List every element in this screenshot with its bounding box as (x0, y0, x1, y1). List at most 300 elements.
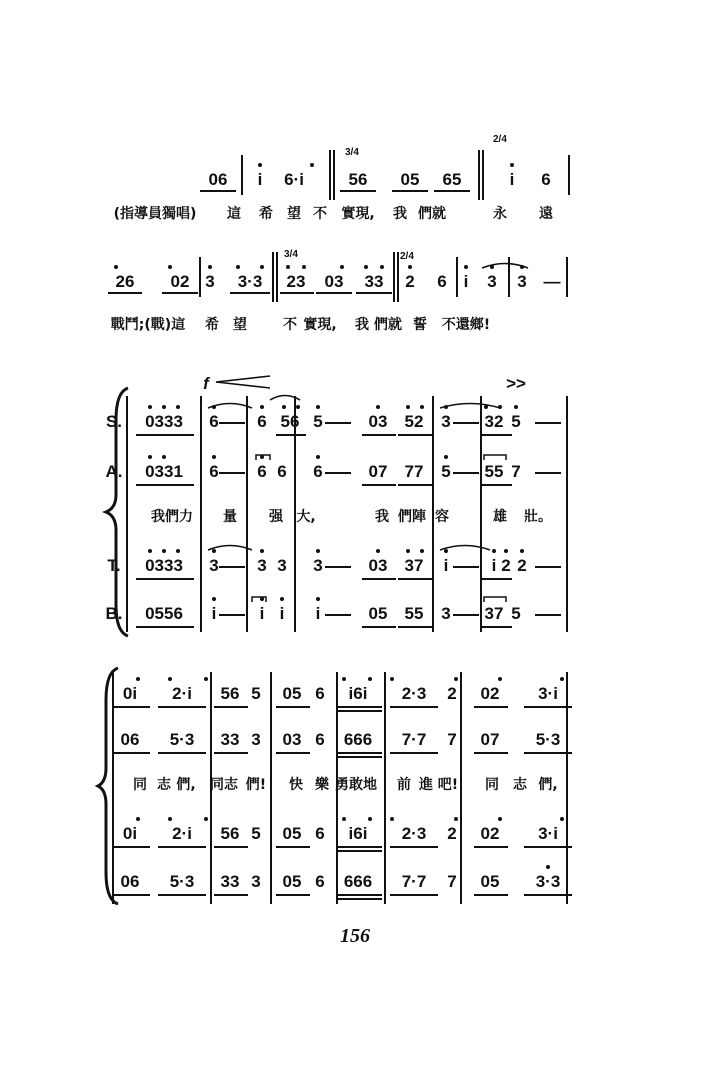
beam-underline (158, 846, 206, 848)
octave-dot (204, 817, 208, 821)
octave-dot (162, 549, 166, 553)
lyric-syllable: 同志 (210, 777, 238, 793)
octave-dot (148, 549, 152, 553)
alto-note: 6 (313, 462, 323, 481)
beam-underline (474, 706, 508, 708)
beam-underline (524, 846, 572, 848)
bass-note: 55 (404, 604, 424, 623)
sustain-dash (453, 566, 479, 568)
lyric-syllable: 不 (283, 317, 297, 333)
note-group: 06 (120, 872, 140, 891)
lyric-syllable: 遠 (539, 206, 553, 222)
tenor-note: 3 (257, 556, 267, 575)
beam-underline (114, 846, 150, 848)
beam-underline (158, 752, 206, 754)
beam-underline (338, 898, 382, 900)
note-group: 0i (122, 824, 138, 843)
bass-note: 5 (511, 604, 521, 623)
alto-note: 6 (257, 462, 267, 481)
lyric-syllable: 不還鄉! (441, 317, 491, 333)
octave-dot (390, 677, 394, 681)
lyric-syllable: 戰鬥;(戰)這 (110, 317, 186, 333)
lyric-syllable: 誓 (413, 317, 427, 333)
octave-dot (148, 405, 152, 409)
soprano-note: 0333 (145, 412, 183, 431)
octave-dot (176, 405, 180, 409)
tenor-note: i (443, 556, 449, 575)
beam-underline (390, 706, 438, 708)
note-group: 3·i (538, 824, 558, 843)
beam-underline (276, 752, 310, 754)
lyric-syllable: 不 (313, 206, 327, 222)
octave-dot (368, 677, 372, 681)
octave-dot (498, 677, 502, 681)
note-group: 05 (282, 684, 302, 703)
note-group: i (463, 272, 469, 291)
sustain-dash (535, 614, 561, 616)
tenor-note: 3 (277, 556, 287, 575)
note-group: 3 (205, 272, 215, 291)
lyric-syllable: 容 (435, 509, 449, 525)
bass-note: 0556 (145, 604, 183, 623)
octave-dot (162, 455, 166, 459)
lyric-syllable: 我們力 (151, 509, 193, 525)
double-barline (329, 150, 335, 200)
lyric-syllable: 量 (223, 509, 237, 525)
octave-dot (464, 265, 468, 269)
note-group: i6i (348, 684, 368, 703)
note-group: 7 (447, 872, 457, 891)
octave-dot (490, 265, 494, 269)
beam-underline (214, 706, 248, 708)
beam-underline (158, 894, 206, 896)
soprano-note: 5 (511, 412, 521, 431)
octave-dot (420, 549, 424, 553)
note-group: 6 (315, 730, 325, 749)
lyric-syllable: 們陣 (398, 509, 426, 525)
octave-dot (302, 265, 306, 269)
barline (199, 257, 201, 297)
alto-note: 6 (209, 462, 219, 481)
note-group: 56 (220, 824, 240, 843)
note-group: 7·7 (401, 730, 427, 749)
note-group: 0i (122, 684, 138, 703)
octave-dot (454, 817, 458, 821)
beam-underline (524, 706, 572, 708)
octave-dot (168, 265, 172, 269)
note-group: i (509, 170, 515, 189)
note-group: 65 (442, 170, 462, 189)
lyric-syllable: 們就 (374, 317, 402, 333)
note-group: 666 (343, 730, 373, 749)
lyric-syllable: (指導員獨唱) (113, 206, 197, 222)
note-group: 33 (220, 872, 240, 891)
sustain-dash (535, 472, 561, 474)
octave-dot (380, 265, 384, 269)
lyric-syllable: 們, (538, 777, 558, 793)
lyric-syllable: 樂 (315, 777, 329, 793)
voice-label: A. (105, 462, 123, 481)
alto-note: 7 (511, 462, 521, 481)
barline (456, 257, 458, 297)
lyric-syllable: 强 (269, 509, 283, 525)
lyric-syllable: 雄 (493, 509, 507, 525)
beam-underline (356, 292, 392, 294)
beam-underline (214, 846, 248, 848)
beam-underline (338, 752, 382, 754)
beam-underline (362, 434, 396, 436)
note-group: 3·3 (237, 272, 263, 291)
beam-underline (340, 190, 376, 192)
octave-dot (260, 549, 264, 553)
soprano-note: 3 (441, 412, 451, 431)
note-group: 6 (541, 170, 551, 189)
sustain-dash (325, 472, 351, 474)
note-group: 26 (115, 272, 135, 291)
sustain-dash (325, 566, 351, 568)
sustain-dash (219, 566, 245, 568)
bass-note: 3 (441, 604, 451, 623)
note-group: 5·3 (169, 730, 195, 749)
octave-dot (260, 597, 264, 601)
note-group: — (543, 272, 561, 291)
tenor-note: 03 (368, 556, 388, 575)
accent-marks: >> (506, 374, 526, 393)
note-group: 2 (405, 272, 415, 291)
soprano-note: 03 (368, 412, 388, 431)
note-group: 33 (220, 730, 240, 749)
octave-dot (484, 405, 488, 409)
octave-dot (492, 549, 496, 553)
time-signature: 3/4 (345, 147, 359, 158)
bass-note: i (211, 604, 217, 623)
octave-dot (340, 265, 344, 269)
bass-note: 37 (484, 604, 504, 623)
note-group: i (257, 170, 263, 189)
beam-underline (390, 846, 438, 848)
alto-note: 07 (368, 462, 388, 481)
octave-dot (316, 455, 320, 459)
note-group: 56 (220, 684, 240, 703)
beam-underline (482, 578, 512, 580)
octave-dot (208, 265, 212, 269)
note-group: 6·i (284, 170, 304, 189)
beam-underline (474, 894, 508, 896)
octave-dot (260, 405, 264, 409)
octave-dot (444, 455, 448, 459)
octave-dot (444, 549, 448, 553)
octave-dot (316, 597, 320, 601)
beam-underline (398, 578, 432, 580)
bass-note: i (279, 604, 285, 623)
beam-underline (214, 752, 248, 754)
note-group: 3 (487, 272, 497, 291)
beam-underline (338, 894, 382, 896)
lyric-syllable: 同 (485, 777, 499, 793)
lyric-syllable: 快 (289, 777, 303, 793)
beam-underline (474, 846, 508, 848)
beam-underline (390, 752, 438, 754)
lyric-syllable: 實現, (303, 317, 337, 333)
beam-underline (482, 484, 512, 486)
octave-dot (136, 817, 140, 821)
soprano-note: 52 (404, 412, 424, 431)
octave-dot (368, 817, 372, 821)
beam-underline (200, 190, 236, 192)
note-group: 02 (480, 684, 500, 703)
lyric-syllable: 們, (176, 777, 196, 793)
beam-underline (114, 706, 150, 708)
octave-dot (286, 265, 290, 269)
octave-dot (498, 405, 502, 409)
bass-note: i (315, 604, 321, 623)
octave-dot (504, 549, 508, 553)
beam-underline (338, 710, 382, 712)
octave-dot (168, 677, 172, 681)
octave-dot (212, 405, 216, 409)
dynamic-marking: f (203, 374, 209, 393)
octave-dot (114, 265, 118, 269)
note-group: 6 (315, 684, 325, 703)
barline (566, 396, 568, 632)
octave-dot (498, 817, 502, 821)
octave-dot (560, 677, 564, 681)
barline (384, 672, 386, 904)
beam-underline (338, 756, 382, 758)
lyric-syllable: 這 (227, 206, 241, 222)
barline (126, 396, 128, 632)
octave-dot (376, 405, 380, 409)
octave-dot (212, 549, 216, 553)
note-group: 03 (324, 272, 344, 291)
beam-underline (114, 752, 150, 754)
octave-dot (406, 405, 410, 409)
sustain-dash (453, 422, 479, 424)
sustain-dash (219, 614, 245, 616)
tenor-note: 3 (313, 556, 323, 575)
bass-note: 05 (368, 604, 388, 623)
note-group: 06 (208, 170, 228, 189)
note-group: 6 (315, 872, 325, 891)
note-group: 5 (251, 824, 261, 843)
note-group: 6 (437, 272, 447, 291)
voice-label: B. (105, 604, 123, 623)
note-group: 05 (282, 872, 302, 891)
octave-dot (546, 865, 550, 869)
octave-dot (316, 405, 320, 409)
beam-underline (482, 626, 512, 628)
note-group: 06 (120, 730, 140, 749)
lyric-syllable: 進 (419, 777, 433, 793)
slur (440, 404, 500, 409)
beam-underline (398, 626, 432, 628)
note-group: 6 (315, 824, 325, 843)
note-group: 02 (480, 824, 500, 843)
note-group: 2 (447, 824, 457, 843)
lyric-syllable: 希 (259, 206, 273, 222)
note-group: 3 (251, 872, 261, 891)
octave-dot (176, 549, 180, 553)
lyric-syllable: 我 (355, 317, 369, 333)
time-signature: 3/4 (284, 249, 298, 260)
octave-dot (282, 405, 286, 409)
note-group: 5·3 (535, 730, 561, 749)
note-group: 03 (282, 730, 302, 749)
note-group: 07 (480, 730, 500, 749)
barline (566, 257, 568, 297)
octave-dot (168, 817, 172, 821)
lyric-syllable: 勇敢地 (335, 777, 377, 793)
octave-dot (236, 265, 240, 269)
beam-underline (136, 626, 194, 628)
octave-dot (212, 597, 216, 601)
octave-dot (376, 549, 380, 553)
tenor-note: 2 (517, 556, 527, 575)
octave-dot (260, 455, 264, 459)
note-group: 666 (343, 872, 373, 891)
voice-label: S. (105, 412, 123, 431)
note-group: 2·3 (401, 824, 427, 843)
tie-bracket (484, 455, 506, 460)
soprano-note: 6 (257, 412, 267, 431)
note-group: 2·i (172, 824, 192, 843)
alto-note: 77 (404, 462, 424, 481)
alto-note: 6 (277, 462, 287, 481)
octave-dot (520, 549, 524, 553)
sustain-dash (325, 422, 351, 424)
beam-underline (136, 434, 194, 436)
beam-underline (524, 752, 572, 754)
lyric-syllable: 我 (393, 206, 407, 222)
octave-dot (514, 405, 518, 409)
lyric-syllable: 我 (375, 509, 389, 525)
tie-bracket (484, 597, 506, 602)
note-group: 05 (400, 170, 420, 189)
lyric-syllable: 前 (397, 777, 411, 793)
sustain-dash (325, 614, 351, 616)
alto-note: 5 (441, 462, 451, 481)
octave-dot (406, 549, 410, 553)
beam-underline (524, 894, 572, 896)
octave-dot (296, 405, 300, 409)
beam-underline (362, 578, 396, 580)
soprano-note: 5 (313, 412, 323, 431)
lyric-syllable: 吧! (437, 777, 459, 793)
octave-dot (280, 597, 284, 601)
note-group: i6i (348, 824, 368, 843)
note-group: 7 (447, 730, 457, 749)
lyric-syllable: 望 (233, 317, 247, 333)
note-group: 05 (282, 824, 302, 843)
sustain-dash (219, 472, 245, 474)
lyric-syllable: 大, (296, 509, 316, 525)
octave-dot (342, 817, 346, 821)
octave-dot (420, 405, 424, 409)
barline (241, 155, 243, 195)
note-group: 3 (251, 730, 261, 749)
beam-underline (316, 292, 352, 294)
bass-note: i (259, 604, 265, 623)
time-signature: 2/4 (493, 134, 507, 145)
octave-dot (310, 163, 314, 167)
octave-dot (136, 677, 140, 681)
note-group: 2 (447, 684, 457, 703)
note-group: 3·3 (535, 872, 561, 891)
crescendo-hairpin (216, 376, 270, 388)
octave-dot (258, 163, 262, 167)
note-group: 33 (364, 272, 384, 291)
note-group: 02 (170, 272, 190, 291)
alto-note: 0331 (145, 462, 183, 481)
page-number: 156 (340, 925, 370, 947)
lyric-syllable: 們就 (418, 206, 446, 222)
soprano-note: 6 (209, 412, 219, 431)
beam-underline (362, 626, 396, 628)
sustain-dash (219, 422, 245, 424)
lyric-syllable: 永 (493, 206, 507, 222)
lyric-syllable: 望 (287, 206, 301, 222)
octave-dot (390, 817, 394, 821)
beam-underline (162, 292, 198, 294)
beam-underline (114, 894, 150, 896)
barline (246, 396, 248, 632)
beam-underline (136, 484, 194, 486)
beam-underline (158, 706, 206, 708)
sustain-dash (535, 566, 561, 568)
lyric-syllable: 志 (513, 777, 527, 793)
beam-underline (390, 894, 438, 896)
lyric-syllable: 壯。 (524, 509, 552, 525)
octave-dot (510, 163, 514, 167)
octave-dot (560, 817, 564, 821)
beam-underline (434, 190, 470, 192)
sustain-dash (453, 472, 479, 474)
lyric-syllable: 志 (157, 777, 171, 793)
octave-dot (260, 265, 264, 269)
beam-underline (338, 846, 382, 848)
beam-underline (474, 752, 508, 754)
beam-underline (276, 706, 310, 708)
tenor-note: 3 (209, 556, 219, 575)
note-group: 2·i (172, 684, 192, 703)
beam-underline (108, 292, 142, 294)
voice-label: T. (107, 556, 121, 575)
octave-dot (212, 455, 216, 459)
note-group: 05 (480, 872, 500, 891)
beam-underline (276, 894, 310, 896)
octave-dot (162, 405, 166, 409)
tenor-note: 2 (501, 556, 511, 575)
beam-underline (398, 484, 432, 486)
beam-underline (392, 190, 428, 192)
note-group: 3·i (538, 684, 558, 703)
beam-underline (280, 292, 314, 294)
tenor-note: 37 (404, 556, 424, 575)
beam-underline (338, 850, 382, 852)
beam-underline (362, 484, 396, 486)
time-signature: 2/4 (400, 251, 414, 262)
beam-underline (214, 894, 248, 896)
octave-dot (342, 677, 346, 681)
barline (508, 257, 510, 297)
octave-dot (408, 265, 412, 269)
beam-underline (276, 434, 306, 436)
lyric-syllable: 實現, (341, 206, 375, 222)
octave-dot (454, 677, 458, 681)
beam-underline (398, 434, 432, 436)
octave-dot (204, 677, 208, 681)
note-group: 7·7 (401, 872, 427, 891)
